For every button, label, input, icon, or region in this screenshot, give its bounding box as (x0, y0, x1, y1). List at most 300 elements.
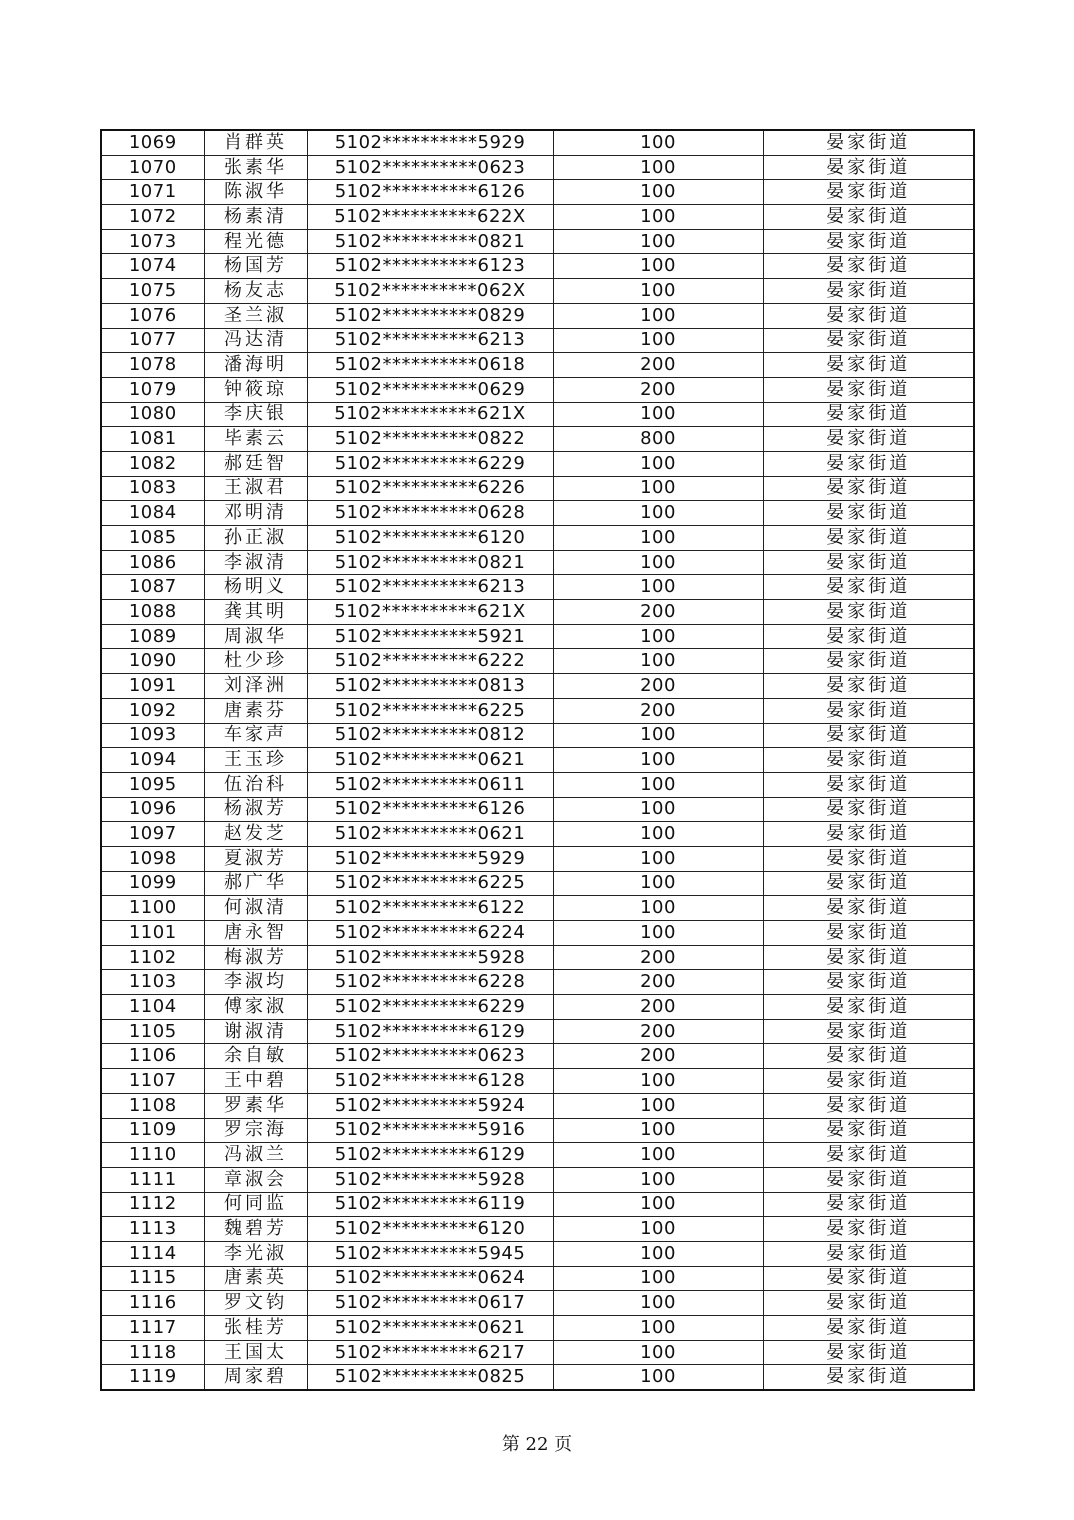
table-row (101, 279, 974, 304)
street-cell: 晏家街道 (763, 822, 974, 847)
amount-cell: 800 (553, 427, 763, 452)
serial-number-cell: 1097 (101, 822, 204, 847)
amount-cell: 200 (553, 353, 763, 378)
street-cell: 晏家街道 (763, 303, 974, 328)
street-cell: 晏家街道 (763, 402, 974, 427)
record-table-body (101, 130, 974, 1390)
page-number: 第 22 页 (501, 1434, 573, 1455)
amount-cell: 200 (553, 377, 763, 402)
street-cell: 晏家街道 (763, 526, 974, 551)
amount-cell: 200 (553, 698, 763, 723)
serial-number-cell: 1075 (101, 279, 204, 304)
serial-number-cell: 1088 (101, 600, 204, 625)
id-number-cell: 5102**********6222 (307, 649, 553, 674)
table-row (101, 1217, 974, 1242)
table-row (101, 180, 974, 205)
name-cell: 梅淑芳 (204, 945, 307, 970)
street-cell: 晏家街道 (763, 748, 974, 773)
id-number-cell: 5102**********622X (307, 205, 553, 230)
street-cell: 晏家街道 (763, 130, 974, 155)
id-number-cell: 5102**********5928 (307, 945, 553, 970)
table-row (101, 575, 974, 600)
table-row (101, 1291, 974, 1316)
name-cell: 何同监 (204, 1192, 307, 1217)
amount-cell: 200 (553, 1019, 763, 1044)
name-cell: 唐永智 (204, 921, 307, 946)
street-cell: 晏家街道 (763, 896, 974, 921)
street-cell: 晏家街道 (763, 180, 974, 205)
id-number-cell: 5102**********0813 (307, 674, 553, 699)
name-cell: 余自敏 (204, 1044, 307, 1069)
table-row (101, 377, 974, 402)
serial-number-cell: 1114 (101, 1241, 204, 1266)
amount-cell: 100 (553, 846, 763, 871)
street-cell: 晏家街道 (763, 575, 974, 600)
serial-number-cell: 1073 (101, 229, 204, 254)
serial-number-cell: 1092 (101, 698, 204, 723)
street-cell: 晏家街道 (763, 1044, 974, 1069)
name-cell: 王中碧 (204, 1069, 307, 1094)
table-row (101, 1192, 974, 1217)
serial-number-cell: 1118 (101, 1340, 204, 1365)
name-cell: 王国太 (204, 1340, 307, 1365)
table-row (101, 1118, 974, 1143)
amount-cell: 100 (553, 723, 763, 748)
amount-cell: 100 (553, 501, 763, 526)
amount-cell: 100 (553, 1069, 763, 1094)
id-number-cell: 5102**********0624 (307, 1266, 553, 1291)
name-cell: 夏淑芳 (204, 846, 307, 871)
amount-cell: 100 (553, 1365, 763, 1390)
amount-cell: 200 (553, 674, 763, 699)
amount-cell: 100 (553, 180, 763, 205)
amount-cell: 100 (553, 772, 763, 797)
table-row (101, 476, 974, 501)
table-row (101, 600, 974, 625)
id-number-cell: 5102**********0618 (307, 353, 553, 378)
name-cell: 章淑会 (204, 1167, 307, 1192)
street-cell: 晏家街道 (763, 624, 974, 649)
street-cell: 晏家街道 (763, 1365, 974, 1390)
serial-number-cell: 1081 (101, 427, 204, 452)
name-cell: 赵发芝 (204, 822, 307, 847)
name-cell: 魏碧芳 (204, 1217, 307, 1242)
table-row (101, 698, 974, 723)
id-number-cell: 5102**********0617 (307, 1291, 553, 1316)
serial-number-cell: 1104 (101, 995, 204, 1020)
id-number-cell: 5102**********6213 (307, 575, 553, 600)
serial-number-cell: 1086 (101, 550, 204, 575)
id-number-cell: 5102**********0829 (307, 303, 553, 328)
id-number-cell: 5102**********6225 (307, 871, 553, 896)
amount-cell: 100 (553, 1167, 763, 1192)
amount-cell: 100 (553, 229, 763, 254)
amount-cell: 100 (553, 624, 763, 649)
amount-cell: 100 (553, 1118, 763, 1143)
street-cell: 晏家街道 (763, 1266, 974, 1291)
name-cell: 何淑清 (204, 896, 307, 921)
table-row (101, 896, 974, 921)
id-number-cell: 5102**********5921 (307, 624, 553, 649)
id-number-cell: 5102**********0812 (307, 723, 553, 748)
amount-cell: 100 (553, 1217, 763, 1242)
table-row (101, 402, 974, 427)
serial-number-cell: 1113 (101, 1217, 204, 1242)
amount-cell: 100 (553, 402, 763, 427)
street-cell: 晏家街道 (763, 1167, 974, 1192)
id-number-cell: 5102**********621X (307, 402, 553, 427)
id-number-cell: 5102**********6226 (307, 476, 553, 501)
amount-cell: 200 (553, 970, 763, 995)
amount-cell: 200 (553, 995, 763, 1020)
id-number-cell: 5102**********6228 (307, 970, 553, 995)
serial-number-cell: 1077 (101, 328, 204, 353)
name-cell: 郝廷智 (204, 451, 307, 476)
id-number-cell: 5102**********0623 (307, 1044, 553, 1069)
table-row (101, 995, 974, 1020)
id-number-cell: 5102**********0621 (307, 822, 553, 847)
table-row (101, 501, 974, 526)
name-cell: 谢淑清 (204, 1019, 307, 1044)
id-number-cell: 5102**********6123 (307, 254, 553, 279)
serial-number-cell: 1117 (101, 1316, 204, 1341)
table-row (101, 1316, 974, 1341)
id-number-cell: 5102**********6120 (307, 1217, 553, 1242)
name-cell: 车家声 (204, 723, 307, 748)
table-row (101, 674, 974, 699)
amount-cell: 100 (553, 822, 763, 847)
serial-number-cell: 1069 (101, 130, 204, 155)
serial-number-cell: 1103 (101, 970, 204, 995)
name-cell: 杨友志 (204, 279, 307, 304)
serial-number-cell: 1107 (101, 1069, 204, 1094)
serial-number-cell: 1072 (101, 205, 204, 230)
serial-number-cell: 1084 (101, 501, 204, 526)
serial-number-cell: 1090 (101, 649, 204, 674)
serial-number-cell: 1112 (101, 1192, 204, 1217)
street-cell: 晏家街道 (763, 1069, 974, 1094)
street-cell: 晏家街道 (763, 377, 974, 402)
serial-number-cell: 1095 (101, 772, 204, 797)
serial-number-cell: 1093 (101, 723, 204, 748)
name-cell: 李庆银 (204, 402, 307, 427)
serial-number-cell: 1082 (101, 451, 204, 476)
table-row (101, 155, 974, 180)
id-number-cell: 5102**********0628 (307, 501, 553, 526)
table-row (101, 1019, 974, 1044)
id-number-cell: 5102**********0821 (307, 550, 553, 575)
id-number-cell: 5102**********5924 (307, 1093, 553, 1118)
serial-number-cell: 1085 (101, 526, 204, 551)
name-cell: 钟筱琼 (204, 377, 307, 402)
name-cell: 罗宗海 (204, 1118, 307, 1143)
amount-cell: 100 (553, 279, 763, 304)
street-cell: 晏家街道 (763, 501, 974, 526)
table-row (101, 649, 974, 674)
serial-number-cell: 1111 (101, 1167, 204, 1192)
street-cell: 晏家街道 (763, 797, 974, 822)
street-cell: 晏家街道 (763, 970, 974, 995)
table-row (101, 921, 974, 946)
serial-number-cell: 1083 (101, 476, 204, 501)
id-number-cell: 5102**********0611 (307, 772, 553, 797)
table-row (101, 772, 974, 797)
id-number-cell: 5102**********5945 (307, 1241, 553, 1266)
street-cell: 晏家街道 (763, 353, 974, 378)
amount-cell: 100 (553, 649, 763, 674)
street-cell: 晏家街道 (763, 1241, 974, 1266)
amount-cell: 200 (553, 600, 763, 625)
name-cell: 圣兰淑 (204, 303, 307, 328)
serial-number-cell: 1100 (101, 896, 204, 921)
serial-number-cell: 1076 (101, 303, 204, 328)
street-cell: 晏家街道 (763, 846, 974, 871)
id-number-cell: 5102**********5916 (307, 1118, 553, 1143)
serial-number-cell: 1115 (101, 1266, 204, 1291)
street-cell: 晏家街道 (763, 674, 974, 699)
name-cell: 肖群英 (204, 130, 307, 155)
name-cell: 李光淑 (204, 1241, 307, 1266)
table-row (101, 1266, 974, 1291)
street-cell: 晏家街道 (763, 1192, 974, 1217)
amount-cell: 100 (553, 1143, 763, 1168)
serial-number-cell: 1110 (101, 1143, 204, 1168)
serial-number-cell: 1079 (101, 377, 204, 402)
id-number-cell: 5102**********6129 (307, 1143, 553, 1168)
amount-cell: 100 (553, 526, 763, 551)
name-cell: 刘泽洲 (204, 674, 307, 699)
table-row (101, 353, 974, 378)
serial-number-cell: 1071 (101, 180, 204, 205)
street-cell: 晏家街道 (763, 1291, 974, 1316)
street-cell: 晏家街道 (763, 1143, 974, 1168)
street-cell: 晏家街道 (763, 1316, 974, 1341)
street-cell: 晏家街道 (763, 550, 974, 575)
amount-cell: 100 (553, 1093, 763, 1118)
name-cell: 伍治科 (204, 772, 307, 797)
amount-cell: 100 (553, 896, 763, 921)
id-number-cell: 5102**********6128 (307, 1069, 553, 1094)
street-cell: 晏家街道 (763, 1340, 974, 1365)
street-cell: 晏家街道 (763, 229, 974, 254)
serial-number-cell: 1108 (101, 1093, 204, 1118)
id-number-cell: 5102**********0825 (307, 1365, 553, 1390)
id-number-cell: 5102**********062X (307, 279, 553, 304)
serial-number-cell: 1078 (101, 353, 204, 378)
amount-cell: 100 (553, 1340, 763, 1365)
id-number-cell: 5102**********5928 (307, 1167, 553, 1192)
table-row (101, 624, 974, 649)
serial-number-cell: 1099 (101, 871, 204, 896)
name-cell: 杨淑芳 (204, 797, 307, 822)
name-cell: 毕素云 (204, 427, 307, 452)
table-row (101, 1167, 974, 1192)
name-cell: 张素华 (204, 155, 307, 180)
amount-cell: 100 (553, 575, 763, 600)
name-cell: 罗文钧 (204, 1291, 307, 1316)
id-number-cell: 5102**********6229 (307, 451, 553, 476)
street-cell: 晏家街道 (763, 451, 974, 476)
table-row (101, 871, 974, 896)
street-cell: 晏家街道 (763, 205, 974, 230)
table-row (101, 328, 974, 353)
record-table (100, 129, 975, 1391)
name-cell: 王玉珍 (204, 748, 307, 773)
id-number-cell: 5102**********0821 (307, 229, 553, 254)
table-row (101, 427, 974, 452)
amount-cell: 100 (553, 1266, 763, 1291)
id-number-cell: 5102**********6122 (307, 896, 553, 921)
serial-number-cell: 1119 (101, 1365, 204, 1390)
table-row (101, 229, 974, 254)
serial-number-cell: 1105 (101, 1019, 204, 1044)
id-number-cell: 5102**********5929 (307, 130, 553, 155)
table-row (101, 130, 974, 155)
name-cell: 王淑君 (204, 476, 307, 501)
table-row (101, 970, 974, 995)
name-cell: 潘海明 (204, 353, 307, 378)
serial-number-cell: 1080 (101, 402, 204, 427)
table-row (101, 1340, 974, 1365)
id-number-cell: 5102**********0623 (307, 155, 553, 180)
id-number-cell: 5102**********0822 (307, 427, 553, 452)
name-cell: 冯达清 (204, 328, 307, 353)
table-row (101, 1044, 974, 1069)
id-number-cell: 5102**********621X (307, 600, 553, 625)
street-cell: 晏家街道 (763, 772, 974, 797)
table-row (101, 1069, 974, 1094)
table-row (101, 1143, 974, 1168)
id-number-cell: 5102**********5929 (307, 846, 553, 871)
amount-cell: 100 (553, 451, 763, 476)
amount-cell: 200 (553, 1044, 763, 1069)
street-cell: 晏家街道 (763, 649, 974, 674)
name-cell: 孙正淑 (204, 526, 307, 551)
name-cell: 龚其明 (204, 600, 307, 625)
name-cell: 张桂芳 (204, 1316, 307, 1341)
serial-number-cell: 1094 (101, 748, 204, 773)
street-cell: 晏家街道 (763, 921, 974, 946)
id-number-cell: 5102**********6229 (307, 995, 553, 1020)
street-cell: 晏家街道 (763, 871, 974, 896)
table-row (101, 526, 974, 551)
serial-number-cell: 1096 (101, 797, 204, 822)
id-number-cell: 5102**********0621 (307, 748, 553, 773)
amount-cell: 100 (553, 797, 763, 822)
serial-number-cell: 1074 (101, 254, 204, 279)
amount-cell: 100 (553, 1316, 763, 1341)
street-cell: 晏家街道 (763, 1019, 974, 1044)
table-row (101, 1365, 974, 1390)
name-cell: 杨素清 (204, 205, 307, 230)
name-cell: 邓明清 (204, 501, 307, 526)
serial-number-cell: 1101 (101, 921, 204, 946)
amount-cell: 100 (553, 254, 763, 279)
serial-number-cell: 1091 (101, 674, 204, 699)
serial-number-cell: 1098 (101, 846, 204, 871)
table-row (101, 822, 974, 847)
amount-cell: 100 (553, 328, 763, 353)
name-cell: 傅家淑 (204, 995, 307, 1020)
id-number-cell: 5102**********6119 (307, 1192, 553, 1217)
table-row (101, 748, 974, 773)
street-cell: 晏家街道 (763, 945, 974, 970)
serial-number-cell: 1109 (101, 1118, 204, 1143)
name-cell: 唐素英 (204, 1266, 307, 1291)
table-row (101, 1241, 974, 1266)
amount-cell: 100 (553, 303, 763, 328)
street-cell: 晏家街道 (763, 254, 974, 279)
name-cell: 郝广华 (204, 871, 307, 896)
serial-number-cell: 1089 (101, 624, 204, 649)
amount-cell: 100 (553, 130, 763, 155)
amount-cell: 200 (553, 945, 763, 970)
amount-cell: 100 (553, 1291, 763, 1316)
serial-number-cell: 1106 (101, 1044, 204, 1069)
name-cell: 陈淑华 (204, 180, 307, 205)
table-row (101, 945, 974, 970)
table-row (101, 451, 974, 476)
amount-cell: 100 (553, 871, 763, 896)
id-number-cell: 5102**********6224 (307, 921, 553, 946)
name-cell: 杨明义 (204, 575, 307, 600)
id-number-cell: 5102**********6126 (307, 797, 553, 822)
amount-cell: 100 (553, 1241, 763, 1266)
table-row (101, 797, 974, 822)
id-number-cell: 5102**********0629 (307, 377, 553, 402)
street-cell: 晏家街道 (763, 328, 974, 353)
table-row (101, 723, 974, 748)
serial-number-cell: 1116 (101, 1291, 204, 1316)
street-cell: 晏家街道 (763, 476, 974, 501)
street-cell: 晏家街道 (763, 995, 974, 1020)
street-cell: 晏家街道 (763, 723, 974, 748)
street-cell: 晏家街道 (763, 698, 974, 723)
name-cell: 周家碧 (204, 1365, 307, 1390)
name-cell: 周淑华 (204, 624, 307, 649)
street-cell: 晏家街道 (763, 600, 974, 625)
table-row (101, 846, 974, 871)
id-number-cell: 5102**********6120 (307, 526, 553, 551)
amount-cell: 100 (553, 748, 763, 773)
table-row (101, 254, 974, 279)
amount-cell: 100 (553, 155, 763, 180)
name-cell: 李淑均 (204, 970, 307, 995)
id-number-cell: 5102**********6217 (307, 1340, 553, 1365)
street-cell: 晏家街道 (763, 427, 974, 452)
serial-number-cell: 1087 (101, 575, 204, 600)
amount-cell: 100 (553, 550, 763, 575)
serial-number-cell: 1070 (101, 155, 204, 180)
name-cell: 罗素华 (204, 1093, 307, 1118)
name-cell: 冯淑兰 (204, 1143, 307, 1168)
amount-cell: 100 (553, 476, 763, 501)
id-number-cell: 5102**********0621 (307, 1316, 553, 1341)
street-cell: 晏家街道 (763, 1217, 974, 1242)
street-cell: 晏家街道 (763, 279, 974, 304)
name-cell: 杨国芳 (204, 254, 307, 279)
table-row (101, 550, 974, 575)
id-number-cell: 5102**********6126 (307, 180, 553, 205)
table-row (101, 303, 974, 328)
id-number-cell: 5102**********6225 (307, 698, 553, 723)
amount-cell: 100 (553, 1192, 763, 1217)
street-cell: 晏家街道 (763, 1093, 974, 1118)
id-number-cell: 5102**********6213 (307, 328, 553, 353)
name-cell: 唐素芬 (204, 698, 307, 723)
amount-cell: 100 (553, 921, 763, 946)
amount-cell: 100 (553, 205, 763, 230)
